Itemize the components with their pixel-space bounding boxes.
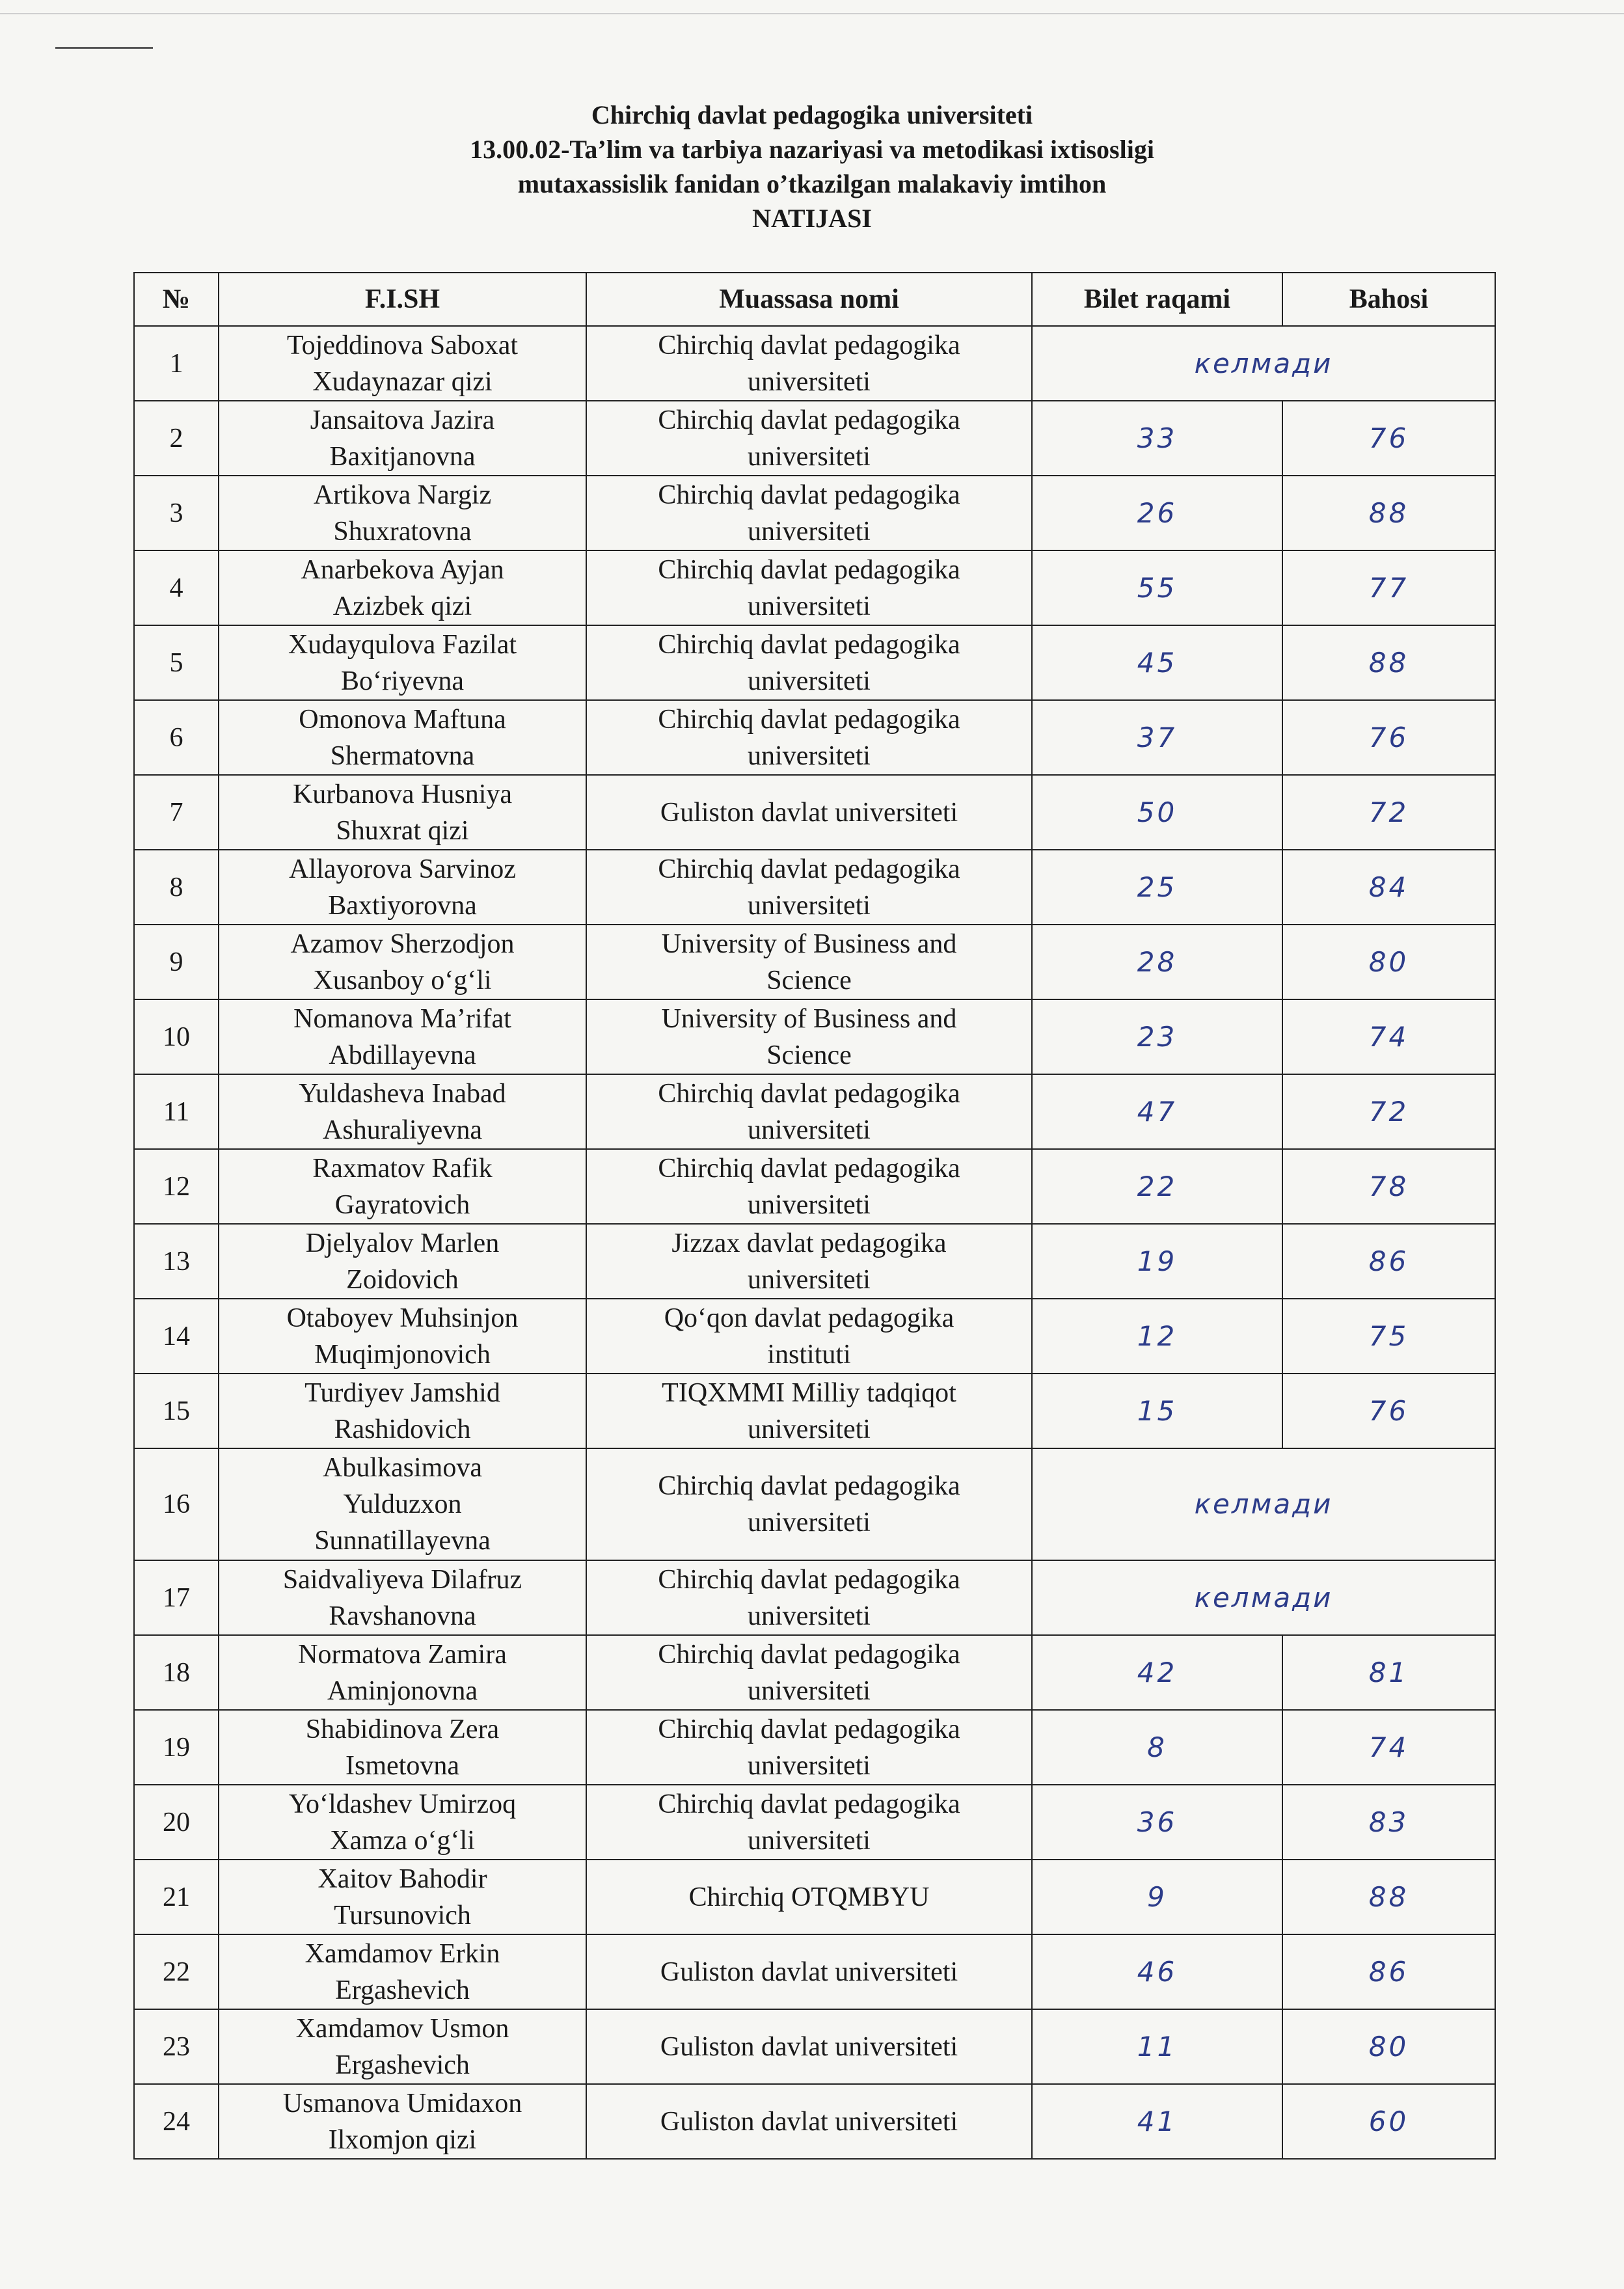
- table-row: [134, 1149, 1495, 1224]
- institution-line: Chirchiq davlat pedagogika: [658, 629, 960, 660]
- header-exam: mutaxassislik fanidan o’tkazilgan malakaviy imtihon: [517, 169, 1107, 198]
- table-row: [134, 625, 1495, 700]
- student-name-line: Ilxomjon qizi: [328, 2124, 477, 2155]
- row-number: 22: [134, 1934, 219, 2009]
- institution-cell: [586, 1299, 1032, 1374]
- row-number: 21: [134, 1860, 219, 1934]
- ticket-number: 46: [1032, 1934, 1282, 2009]
- row-number: 1: [134, 326, 219, 401]
- table-row: [134, 2084, 1495, 2159]
- row-number: 9: [134, 925, 219, 999]
- student-name-cell: [219, 1374, 586, 1448]
- ticket-number: 25: [1032, 850, 1282, 925]
- institution-line: Guliston davlat universiteti: [660, 797, 958, 828]
- student-name-cell: [219, 1560, 586, 1635]
- student-name-line: Xusanboy o‘g‘li: [313, 965, 492, 996]
- grade-value: 60: [1282, 2084, 1495, 2159]
- student-name-cell: [219, 2009, 586, 2084]
- col-header-number: №: [134, 273, 219, 326]
- student-name-line: Shuxrat qizi: [336, 815, 469, 846]
- institution-line: University of Business and: [661, 928, 957, 959]
- ticket-number: 23: [1032, 999, 1282, 1074]
- table-row: [134, 476, 1495, 550]
- table-row: [134, 1635, 1495, 1710]
- grade-value: 80: [1282, 2009, 1495, 2084]
- table-row: [134, 1448, 1495, 1560]
- student-name-line: Yo‘ldashev Umirzoq: [288, 1789, 517, 1819]
- institution-cell: [586, 625, 1032, 700]
- institution-line: TIQXMMI Milliy tadqiqot: [662, 1377, 956, 1408]
- student-name-line: Baxitjanovna: [329, 441, 476, 472]
- student-name-cell: [219, 326, 586, 401]
- institution-line: Guliston davlat universiteti: [660, 2031, 958, 2062]
- institution-cell: [586, 1448, 1032, 1560]
- institution-cell: [586, 925, 1032, 999]
- grade-value: 76: [1282, 700, 1495, 775]
- student-name-line: Shuxratovna: [333, 516, 472, 547]
- student-name-line: Bo‘riyevna: [341, 666, 464, 696]
- student-name-line: Abdillayevna: [329, 1040, 476, 1070]
- row-number: 23: [134, 2009, 219, 2084]
- grade-value: 76: [1282, 401, 1495, 476]
- institution-line: Chirchiq davlat pedagogika: [658, 1564, 960, 1595]
- student-name-line: Yulduzxon: [343, 1489, 462, 1519]
- ticket-number: 37: [1032, 700, 1282, 775]
- institution-line: Chirchiq davlat pedagogika: [658, 480, 960, 510]
- page-top-edge: [0, 13, 1624, 14]
- absent-note: келмади: [1032, 1448, 1495, 1560]
- header-specialty: 13.00.02-Ta’lim va tarbiya nazariyasi va metodikasi ixtisosligi: [470, 135, 1154, 164]
- institution-line: Guliston davlat universiteti: [660, 2106, 958, 2137]
- student-name-line: Azamov Sherzodjon: [290, 928, 515, 959]
- student-name-line: Saidvaliyeva Dilafruz: [282, 1564, 522, 1595]
- table-row: [134, 1224, 1495, 1299]
- student-name-line: Raxmatov Rafik: [312, 1153, 493, 1184]
- grade-value: 72: [1282, 1074, 1495, 1149]
- institution-line: universiteti: [748, 441, 871, 472]
- student-name-cell: [219, 1299, 586, 1374]
- institution-line: universiteti: [748, 516, 871, 547]
- student-name-line: Artikova Nargiz: [313, 480, 492, 510]
- institution-line: Guliston davlat universiteti: [660, 1957, 958, 1987]
- row-number: 14: [134, 1299, 219, 1374]
- table-row: [134, 1860, 1495, 1934]
- col-header-institution: Muassasa nomi: [586, 273, 1032, 326]
- student-name-cell: [219, 476, 586, 550]
- student-name-cell: [219, 999, 586, 1074]
- table-row: [134, 1934, 1495, 2009]
- ticket-number: 26: [1032, 476, 1282, 550]
- grade-value: 88: [1282, 625, 1495, 700]
- student-name-line: Aminjonovna: [327, 1675, 478, 1706]
- absent-note: келмади: [1032, 326, 1495, 401]
- institution-line: Science: [766, 1040, 852, 1070]
- student-name-line: Djelyalov Marlen: [305, 1228, 500, 1258]
- student-name-cell: [219, 850, 586, 925]
- institution-line: Chirchiq davlat pedagogika: [658, 1714, 960, 1744]
- grade-value: 81: [1282, 1635, 1495, 1710]
- institution-cell: [586, 1149, 1032, 1224]
- student-name-cell: [219, 550, 586, 625]
- institution-line: universiteti: [748, 740, 871, 771]
- ticket-number: 45: [1032, 625, 1282, 700]
- row-number: 6: [134, 700, 219, 775]
- ticket-number: 36: [1032, 1785, 1282, 1860]
- scan-mark: [55, 47, 153, 49]
- ticket-number: 47: [1032, 1074, 1282, 1149]
- ticket-number: 11: [1032, 2009, 1282, 2084]
- table-row: [134, 1074, 1495, 1149]
- ticket-number: 42: [1032, 1635, 1282, 1710]
- grade-value: 74: [1282, 1710, 1495, 1785]
- institution-line: Chirchiq davlat pedagogika: [658, 704, 960, 735]
- student-name-cell: [219, 2084, 586, 2159]
- ticket-number: 8: [1032, 1710, 1282, 1785]
- row-number: 18: [134, 1635, 219, 1710]
- ticket-number: 12: [1032, 1299, 1282, 1374]
- institution-line: Chirchiq davlat pedagogika: [658, 1471, 960, 1501]
- table-row: [134, 850, 1495, 925]
- ticket-number: 15: [1032, 1374, 1282, 1448]
- col-header-name: F.I.SH: [219, 273, 586, 326]
- student-name-cell: [219, 1785, 586, 1860]
- ticket-number: 33: [1032, 401, 1282, 476]
- student-name-cell: [219, 1149, 586, 1224]
- ticket-number: 41: [1032, 2084, 1282, 2159]
- student-name-cell: [219, 1710, 586, 1785]
- institution-line: Jizzax davlat pedagogika: [671, 1228, 947, 1258]
- student-name-line: Shabidinova Zera: [305, 1714, 500, 1744]
- student-name-cell: [219, 1934, 586, 2009]
- student-name-line: Shermatovna: [330, 740, 475, 771]
- student-name-line: Xamdamov Erkin: [304, 1938, 500, 1969]
- grade-value: 86: [1282, 1934, 1495, 2009]
- institution-line: universiteti: [748, 1508, 871, 1537]
- student-name-line: Ergashevich: [335, 1975, 470, 2005]
- institution-line: Chirchiq davlat pedagogika: [658, 405, 960, 435]
- col-header-ticket: Bilet raqami: [1032, 273, 1282, 326]
- grade-value: 86: [1282, 1224, 1495, 1299]
- grade-value: 80: [1282, 925, 1495, 999]
- grade-value: 88: [1282, 476, 1495, 550]
- student-name-line: Zoidovich: [346, 1264, 459, 1295]
- institution-line: Chirchiq OTQMBYU: [688, 1882, 930, 1912]
- institution-line: University of Business and: [661, 1003, 957, 1034]
- student-name-line: Otaboyev Muhsinjon: [286, 1303, 519, 1333]
- institution-cell: [586, 550, 1032, 625]
- table-body: [134, 326, 1495, 2159]
- student-name-line: Anarbekova Ayjan: [301, 554, 504, 585]
- student-name-cell: [219, 1635, 586, 1710]
- row-number: 16: [134, 1448, 219, 1560]
- institution-line: Chirchiq davlat pedagogika: [658, 1153, 960, 1184]
- institution-cell: [586, 1710, 1032, 1785]
- student-name-line: Turdiyev Jamshid: [304, 1377, 500, 1408]
- col-header-grade: Bahosi: [1282, 273, 1495, 326]
- student-name-line: Nomanova Ma’rifat: [293, 1003, 511, 1034]
- institution-line: universiteti: [748, 890, 871, 921]
- student-name-line: Ismetovna: [345, 1750, 459, 1781]
- institution-line: universiteti: [748, 366, 871, 397]
- institution-cell: [586, 1224, 1032, 1299]
- institution-cell: [586, 326, 1032, 401]
- table-row: [134, 925, 1495, 999]
- table-row: [134, 1299, 1495, 1374]
- ticket-number: 55: [1032, 550, 1282, 625]
- institution-cell: [586, 1374, 1032, 1448]
- student-name-line: Gayratovich: [334, 1189, 470, 1220]
- grade-value: 84: [1282, 850, 1495, 925]
- institution-cell: [586, 1635, 1032, 1710]
- row-number: 24: [134, 2084, 219, 2159]
- row-number: 8: [134, 850, 219, 925]
- student-name-line: Muqimjonovich: [314, 1339, 491, 1370]
- grade-value: 74: [1282, 999, 1495, 1074]
- institution-line: Chirchiq davlat pedagogika: [658, 854, 960, 884]
- student-name-line: Yuldasheva Inabad: [299, 1078, 506, 1109]
- student-name-line: Ravshanovna: [329, 1601, 476, 1631]
- student-name-line: Tursunovich: [334, 1900, 471, 1930]
- institution-line: Chirchiq davlat pedagogika: [658, 330, 960, 360]
- institution-line: Science: [766, 965, 852, 996]
- header-results: NATIJASI: [752, 204, 872, 233]
- institution-cell: [586, 2084, 1032, 2159]
- student-name-line: Ashuraliyevna: [323, 1115, 482, 1145]
- grade-value: 78: [1282, 1149, 1495, 1224]
- row-number: 15: [134, 1374, 219, 1448]
- student-name-cell: [219, 1224, 586, 1299]
- student-name-line: Jansaitova Jazira: [310, 405, 495, 435]
- table-row: [134, 1374, 1495, 1448]
- row-number: 4: [134, 550, 219, 625]
- table-row: [134, 550, 1495, 625]
- student-name-cell: [219, 775, 586, 850]
- student-name-cell: [219, 1860, 586, 1934]
- row-number: 20: [134, 1785, 219, 1860]
- student-name-line: Xudaynazar qizi: [312, 366, 493, 397]
- row-number: 13: [134, 1224, 219, 1299]
- ticket-number: 19: [1032, 1224, 1282, 1299]
- institution-line: Chirchiq davlat pedagogika: [658, 1639, 960, 1670]
- student-name-line: Xamza o‘g‘li: [330, 1825, 475, 1856]
- row-number: 10: [134, 999, 219, 1074]
- row-number: 17: [134, 1560, 219, 1635]
- institution-line: Chirchiq davlat pedagogika: [658, 554, 960, 585]
- student-name-cell: [219, 1074, 586, 1149]
- grade-value: 83: [1282, 1785, 1495, 1860]
- institution-line: universiteti: [748, 1601, 871, 1631]
- student-name-line: Abulkasimova: [323, 1453, 482, 1483]
- student-name-line: Xaitov Bahodir: [318, 1863, 487, 1894]
- institution-line: Qo‘qon davlat pedagogika: [664, 1303, 954, 1333]
- institution-cell: [586, 775, 1032, 850]
- table-row: [134, 999, 1495, 1074]
- table-row: [134, 1710, 1495, 1785]
- table-row: [134, 401, 1495, 476]
- student-name-line: Sunnatillayevna: [314, 1526, 491, 1556]
- institution-cell: [586, 1560, 1032, 1635]
- student-name-line: Usmanova Umidaxon: [282, 2088, 522, 2119]
- student-name-line: Baxtiyorovna: [328, 890, 477, 921]
- institution-cell: [586, 999, 1032, 1074]
- ticket-number: 50: [1032, 775, 1282, 850]
- row-number: 5: [134, 625, 219, 700]
- table-row: [134, 2009, 1495, 2084]
- institution-line: Chirchiq davlat pedagogika: [658, 1078, 960, 1109]
- student-name-cell: [219, 625, 586, 700]
- student-name-line: Omonova Maftuna: [299, 704, 506, 735]
- table-row: [134, 700, 1495, 775]
- table-row: [134, 1785, 1495, 1860]
- grade-value: 77: [1282, 550, 1495, 625]
- student-name-line: Rashidovich: [334, 1414, 471, 1444]
- header-university: Chirchiq davlat pedagogika universiteti: [591, 100, 1033, 129]
- institution-line: universiteti: [748, 1115, 871, 1145]
- institution-cell: [586, 700, 1032, 775]
- table-row: [134, 1560, 1495, 1635]
- student-name-line: Tojeddinova Saboxat: [286, 330, 519, 360]
- ticket-number: 22: [1032, 1149, 1282, 1224]
- institution-line: universiteti: [748, 1414, 871, 1444]
- student-name-cell: [219, 925, 586, 999]
- institution-line: instituti: [767, 1339, 851, 1370]
- institution-line: Chirchiq davlat pedagogika: [658, 1789, 960, 1819]
- student-name-line: Xudayqulova Fazilat: [288, 629, 517, 660]
- institution-cell: [586, 1860, 1032, 1934]
- student-name-line: Kurbanova Husniya: [292, 779, 513, 809]
- institution-cell: [586, 1785, 1032, 1860]
- institution-line: universiteti: [748, 1264, 871, 1295]
- results-table: [133, 272, 1496, 2160]
- institution-line: universiteti: [748, 1750, 871, 1781]
- ticket-number: 28: [1032, 925, 1282, 999]
- table-row: [134, 775, 1495, 850]
- grade-value: 72: [1282, 775, 1495, 850]
- student-name-cell: [219, 401, 586, 476]
- institution-cell: [586, 1074, 1032, 1149]
- row-number: 7: [134, 775, 219, 850]
- row-number: 19: [134, 1710, 219, 1785]
- institution-line: universiteti: [748, 1675, 871, 1706]
- institution-cell: [586, 2009, 1032, 2084]
- table-row: [134, 326, 1495, 401]
- table-header-row: [134, 273, 1495, 326]
- grade-value: 88: [1282, 1860, 1495, 1934]
- institution-line: universiteti: [748, 591, 871, 621]
- student-name-line: Azizbek qizi: [332, 591, 472, 621]
- institution-cell: [586, 476, 1032, 550]
- grade-value: 75: [1282, 1299, 1495, 1374]
- student-name-line: Normatova Zamira: [298, 1639, 507, 1670]
- row-number: 2: [134, 401, 219, 476]
- student-name-line: Allayorova Sarvinoz: [289, 854, 516, 884]
- row-number: 11: [134, 1074, 219, 1149]
- student-name-cell: [219, 700, 586, 775]
- institution-line: universiteti: [748, 666, 871, 696]
- student-name-line: Xamdamov Usmon: [295, 2013, 509, 2044]
- institution-line: universiteti: [748, 1189, 871, 1220]
- institution-line: universiteti: [748, 1825, 871, 1856]
- ticket-number: 9: [1032, 1860, 1282, 1934]
- absent-note: келмади: [1032, 1560, 1495, 1635]
- document-header: [0, 98, 1624, 236]
- institution-cell: [586, 401, 1032, 476]
- institution-cell: [586, 1934, 1032, 2009]
- institution-cell: [586, 850, 1032, 925]
- row-number: 3: [134, 476, 219, 550]
- student-name-cell: [219, 1448, 586, 1560]
- grade-value: 76: [1282, 1374, 1495, 1448]
- student-name-line: Ergashevich: [335, 2050, 470, 2080]
- row-number: 12: [134, 1149, 219, 1224]
